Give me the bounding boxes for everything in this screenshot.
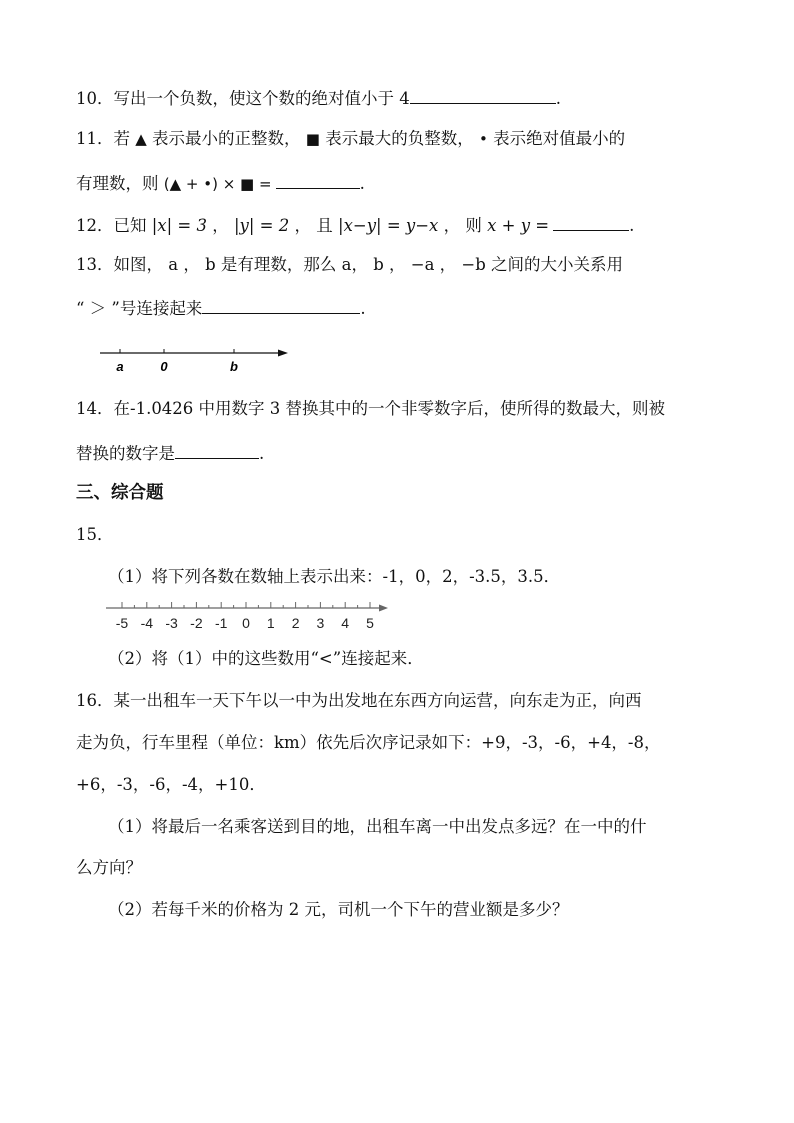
tick-label: 0 (242, 615, 250, 631)
tick-label: 3 (316, 615, 325, 631)
answer-blank-14[interactable] (175, 441, 259, 459)
question-16-part-2: （2）若每千米的价格为 2 元，司机一个下午的营业额是多少？ (108, 900, 569, 919)
answer-blank-12[interactable] (553, 213, 629, 231)
section-heading: 三、综合题 (76, 483, 164, 503)
answer-blank-10[interactable] (410, 86, 556, 104)
question-15-number: 15． (76, 525, 114, 544)
tick-label: -1 (214, 615, 228, 631)
question-10: 10．写出一个负数，使这个数的绝对值小于 4 . (76, 86, 561, 110)
question-10-text: 10．写出一个负数，使这个数的绝对值小于 4 (76, 89, 410, 108)
math-abs-y: |y| = 2 (234, 216, 290, 235)
answer-blank-11[interactable] (276, 171, 360, 189)
square-symbol: ■ (305, 130, 320, 148)
tick-label: 1 (266, 615, 275, 631)
question-14-line-2: 替换的数字是 . (76, 441, 264, 465)
question-16-part-1: （1）将最后一名乘客送到目的地，出租车离一中出发点多远？在一中的什 (108, 817, 647, 836)
answer-blank-13[interactable] (202, 296, 360, 314)
question-16-part-1-cont: 么方向？ (76, 858, 142, 877)
tick-label: 4 (341, 615, 350, 631)
question-15-part-1: （1）将下列各数在数轴上表示出来：-1，0，2，-3.5，3.5． (108, 567, 561, 586)
tick-label: -3 (165, 615, 178, 631)
label-b: b (230, 359, 238, 374)
tick-label: 2 (291, 615, 300, 631)
question-16-line-3: +6，-3，-6，-4，+10． (76, 775, 266, 794)
question-11-line-1: 11．若 ▲ 表示最小的正整数， ■ 表示最大的负整数， • 表示绝对值最小的 (76, 129, 626, 148)
question-13-line-1: 13．如图， a ， b 是有理数，那么 a， b ， −a ， −b 之间的大小关系用 (76, 255, 624, 274)
label-a: a (116, 359, 124, 374)
label-0: 0 (160, 359, 168, 374)
question-16-line-2: 走为负，行车里程（单位：km）依先后次序记录如下：+9，-3，-6，+4，-8， (76, 733, 661, 752)
question-11-line-2: 有理数，则 (▲ + •) × ■ = . (76, 171, 365, 195)
expression-11: (▲ + •) × ■ = (163, 175, 272, 193)
number-line-15 (104, 600, 394, 636)
tick-label: -4 (140, 615, 154, 631)
tick-label: 5 (366, 615, 374, 631)
math-abs-diff: |x−y| = y−x (338, 216, 439, 235)
triangle-symbol: ▲ (135, 130, 147, 148)
question-13-line-2: “ ＞ ”号连接起来 . (76, 296, 366, 320)
axis-arrow-icon (379, 605, 388, 612)
math-abs-x: |x| = 3 (151, 216, 207, 235)
tick-label: -2 (190, 615, 203, 631)
question-15-part-2: （2）将（1）中的这些数用“<”连接起来． (108, 649, 424, 668)
question-14-line-1: 14．在-1.0426 中用数字 3 替换其中的一个非零数字后，使所得的数最大，则被 (76, 399, 666, 418)
number-line-13 (96, 340, 296, 380)
question-16-line-1: 16．某一出租车一天下午以一中为出发地在东西方向运营，向东走为正，向西 (76, 691, 642, 710)
math-sum: x + y = (487, 216, 550, 235)
axis-arrow-icon (278, 350, 288, 357)
tick-label: -5 (115, 615, 129, 631)
question-12: 12．已知 |x| = 3 ， |y| = 2 ， 且 |x−y| = y−x ， 则 x + y = . (76, 213, 634, 237)
dot-symbol: • (478, 130, 488, 148)
